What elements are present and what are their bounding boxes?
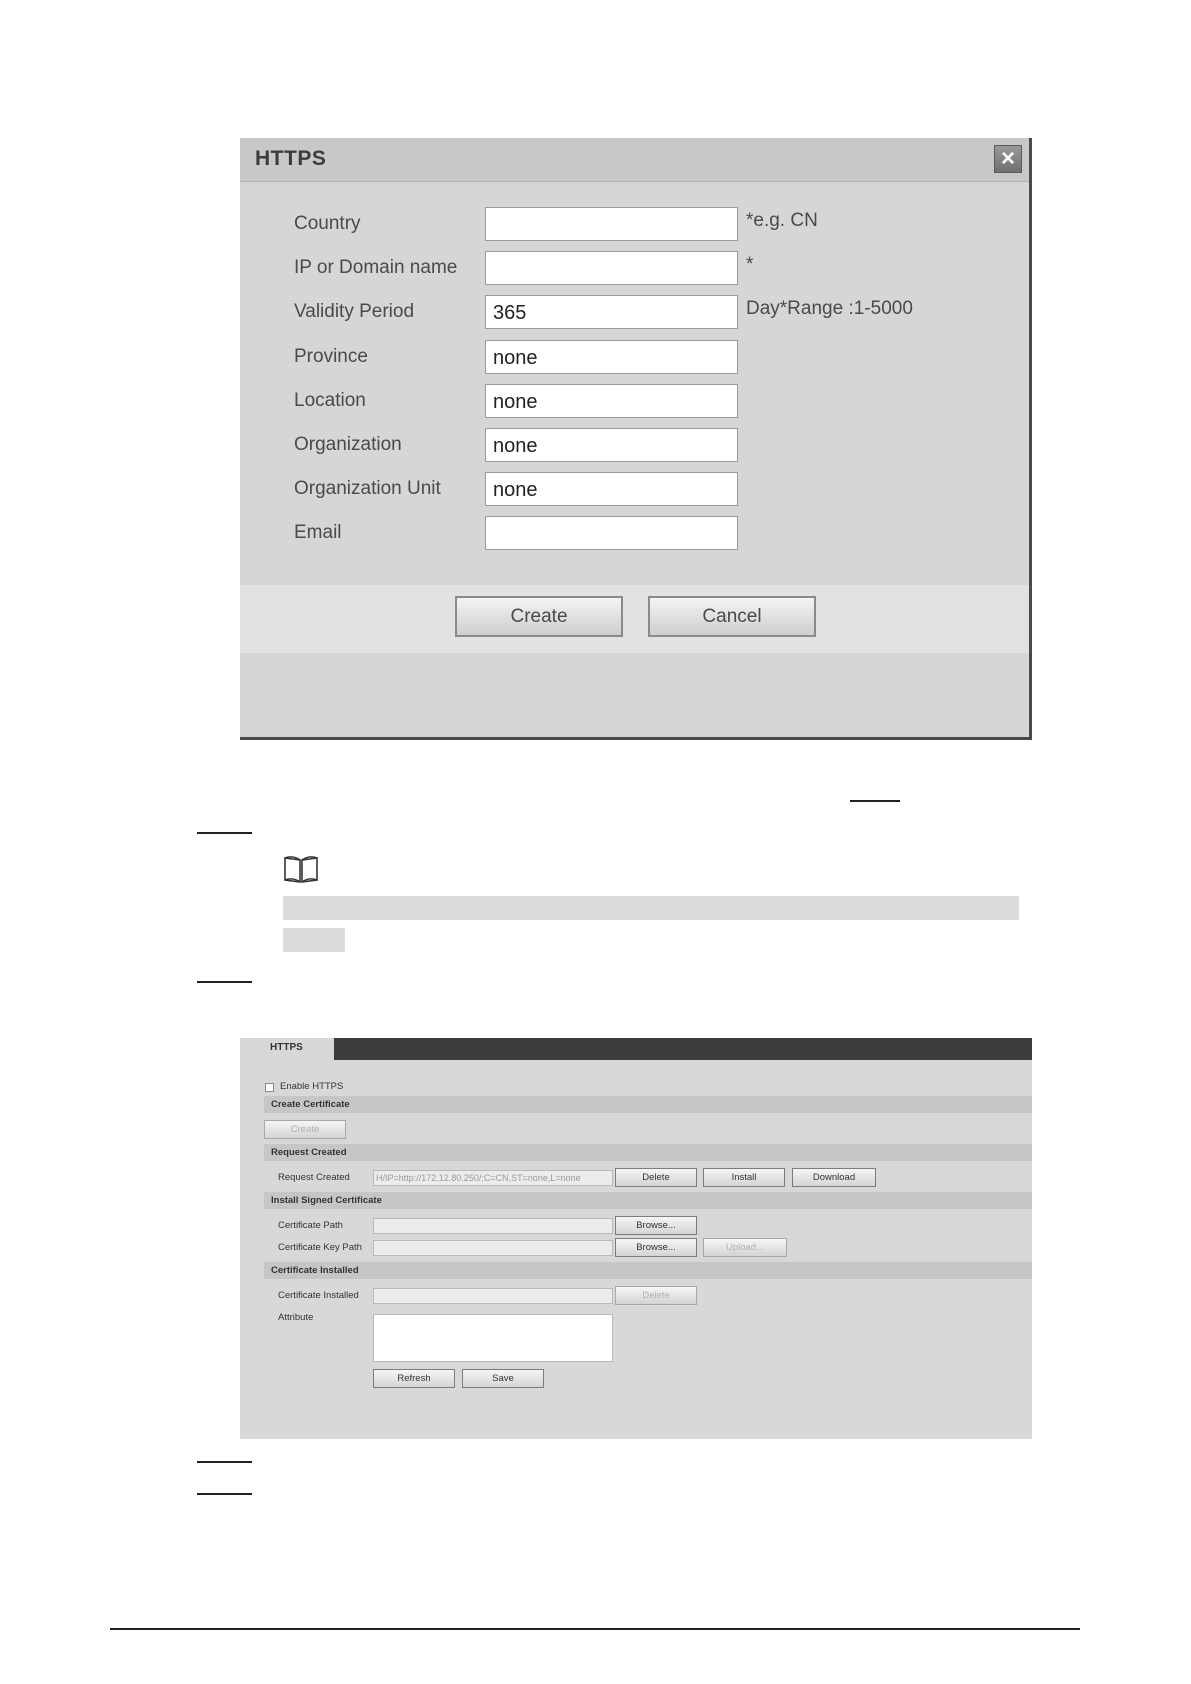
email-label: Email xyxy=(294,522,342,543)
certificate-installed-section: Certificate Installed xyxy=(264,1262,1032,1279)
https-dialog xyxy=(240,138,1032,740)
step-marker xyxy=(197,1493,252,1495)
delete-installed-button[interactable]: Delete xyxy=(615,1286,697,1305)
country-label: Country xyxy=(294,213,361,234)
enable-https-label: Enable HTTPS xyxy=(280,1081,344,1092)
email-input[interactable] xyxy=(485,516,738,550)
cancel-button[interactable]: Cancel xyxy=(648,596,816,637)
step-marker xyxy=(197,1461,252,1463)
attribute-textarea[interactable] xyxy=(373,1314,613,1362)
delete-request-button[interactable]: Delete xyxy=(615,1168,697,1187)
dialog-title: HTTPS xyxy=(255,147,327,170)
org-unit-label: Organization Unit xyxy=(294,478,441,499)
email-row xyxy=(240,516,1029,550)
validity-label: Validity Period xyxy=(294,301,415,322)
create-certificate-button[interactable]: Create xyxy=(264,1120,346,1139)
install-signed-section: Install Signed Certificate xyxy=(264,1192,1032,1209)
install-button[interactable]: Install xyxy=(703,1168,785,1187)
note-highlight-line xyxy=(283,928,345,952)
dialog-header xyxy=(240,138,1029,182)
validity-row xyxy=(240,295,1029,329)
https-config-page xyxy=(240,1038,1032,1439)
certificate-installed-field[interactable] xyxy=(373,1288,613,1304)
upload-button[interactable]: Upload... xyxy=(703,1238,787,1257)
browse-key-button[interactable]: Browse... xyxy=(615,1238,697,1257)
certificate-key-path-label: Certificate Key Path xyxy=(278,1242,362,1253)
province-input[interactable]: none xyxy=(485,340,738,374)
certificate-path-label: Certificate Path xyxy=(278,1220,343,1231)
country-hint: *e.g. CN xyxy=(746,210,818,231)
step-marker xyxy=(197,832,252,834)
organization-row xyxy=(240,428,1029,462)
request-created-field[interactable]: H/IP=http://172.12.80.250/;C=CN,ST=none,L=none xyxy=(373,1170,613,1186)
certificate-key-path-input[interactable] xyxy=(373,1240,613,1256)
organization-label: Organization xyxy=(294,434,402,455)
note-book-icon xyxy=(283,854,319,884)
location-input[interactable]: none xyxy=(485,384,738,418)
province-label: Province xyxy=(294,346,368,367)
province-row xyxy=(240,340,1029,374)
download-button[interactable]: Download xyxy=(792,1168,876,1187)
location-row xyxy=(240,384,1029,418)
save-button[interactable]: Save xyxy=(462,1369,544,1388)
country-row xyxy=(240,207,1029,241)
validity-input[interactable]: 365 xyxy=(485,295,738,329)
domain-input[interactable] xyxy=(485,251,738,285)
close-icon[interactable]: × xyxy=(994,145,1022,173)
domain-label: IP or Domain name xyxy=(294,257,458,278)
step-marker xyxy=(197,981,252,983)
attribute-label: Attribute xyxy=(278,1312,314,1323)
underline-mark xyxy=(850,800,900,802)
certificate-path-input[interactable] xyxy=(373,1218,613,1234)
validity-hint: Day*Range :1-5000 xyxy=(746,298,913,319)
location-label: Location xyxy=(294,390,366,411)
enable-https-checkbox[interactable] xyxy=(265,1083,274,1092)
create-button[interactable]: Create xyxy=(455,596,623,637)
note-highlight-line xyxy=(283,896,1019,920)
browse-certificate-button[interactable]: Browse... xyxy=(615,1216,697,1235)
certificate-installed-label: Certificate Installed xyxy=(278,1290,359,1301)
request-created-label: Request Created xyxy=(278,1172,350,1183)
org-unit-input[interactable]: none xyxy=(485,472,738,506)
request-created-section: Request Created xyxy=(264,1144,1032,1161)
domain-hint: * xyxy=(746,254,754,275)
org-unit-row xyxy=(240,472,1029,506)
country-input[interactable] xyxy=(485,207,738,241)
dialog-button-bar xyxy=(240,585,1029,653)
footer-rule xyxy=(110,1628,1080,1630)
create-certificate-section: Create Certificate xyxy=(264,1096,1032,1113)
organization-input[interactable]: none xyxy=(485,428,738,462)
tab-bar xyxy=(240,1038,1032,1060)
domain-row xyxy=(240,251,1029,285)
refresh-button[interactable]: Refresh xyxy=(373,1369,455,1388)
tab-https[interactable]: HTTPS xyxy=(240,1038,334,1060)
